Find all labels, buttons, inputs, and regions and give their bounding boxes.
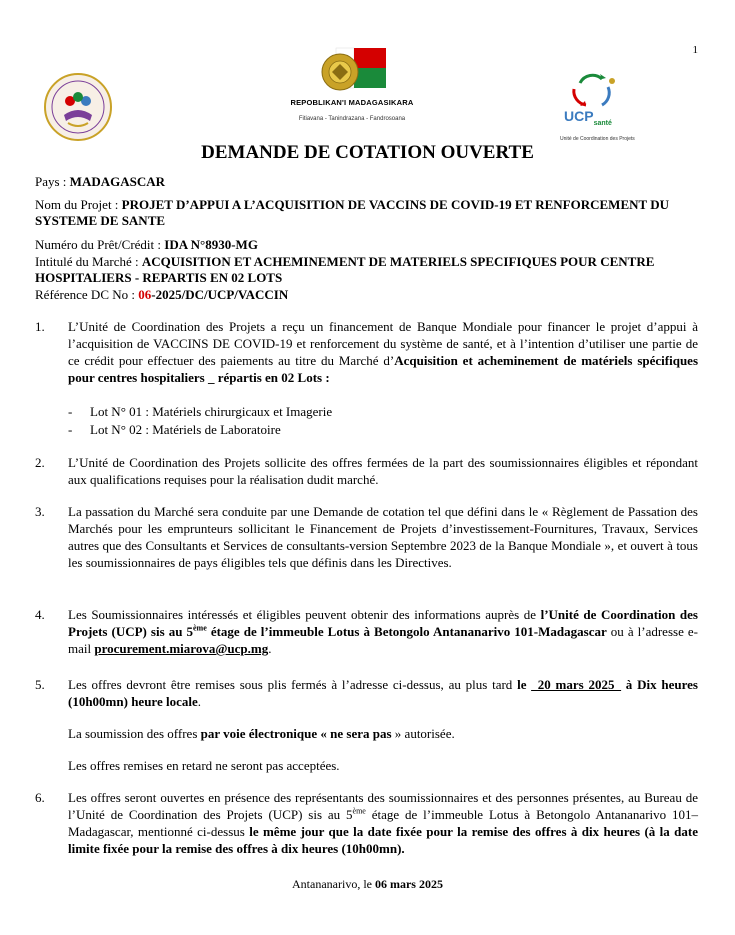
contact-email-link[interactable]: procurement.miarova@ucp.mg	[94, 641, 269, 656]
lot-item-2	[68, 421, 281, 438]
project-label: Nom du Projet :	[35, 197, 122, 212]
market-value: ACQUISITION ET ACHEMINEMENT DE MATERIELS SPECIFIQUES POUR CENTRE HOSPITALIERS - REPARTIS EN 02 LOTS	[35, 254, 655, 285]
item-1-bold: Acquisition et acheminement de matériels spécifiques pour centres hospitaliers _ répartis en 02 Lots :	[68, 353, 698, 385]
electronic-note-pre: La soumission des offres	[68, 726, 201, 741]
item-4-text	[68, 606, 698, 657]
lot-item-1	[68, 403, 332, 420]
lot-2-label: Lot N° 02 : Matériels de Laboratoire	[90, 422, 281, 437]
reference-number: 06	[138, 287, 152, 302]
lot-1-dash: -	[68, 404, 73, 419]
partner-seal-logo	[44, 71, 112, 143]
item-4-sup: ème	[193, 623, 207, 633]
project-line	[35, 197, 700, 229]
item-6-body-a: Les offres seront ouvertes en présence des représentants des soumissionnaires et des personnes présentes, au Bureau de l’Unité de Coordination des Projets (UCP) sis au 5	[68, 790, 698, 822]
republic-name: REPOBLIKAN'I MADAGASIKARA	[290, 98, 414, 107]
item-5-text	[68, 676, 698, 710]
lot-1-label: Lot N° 01 : Matériels chirurgicaux et Imagerie	[90, 404, 333, 419]
country-line	[35, 174, 700, 190]
reference-label: Référence DC No :	[35, 287, 139, 302]
item-5-end: .	[197, 694, 201, 709]
item-1-number: 1.	[35, 319, 45, 334]
republic-motto: Fitiavana - Tanindrazana - Fandrosoana	[298, 116, 406, 122]
item-1-body: L’Unité de Coordination des Projets a reçu un financement de Banque Mondiale pour financer le projet d’appui à l’acquisition de VACCINS DE COVID-19 et renforcement du système de santé, et à l’intention d’utiliser une partie de ce crédit pour effectuer des paiements au titre du Marché d’	[68, 319, 698, 368]
loan-value: IDA N°8930-MG	[164, 237, 258, 252]
item-2-text: L’Unité de Coordination des Projets sollicite des offres fermées de la part des soumissionnaires éligibles et répondant aux qualifications requises pour la réalisation dudit marché.	[68, 455, 698, 487]
item-6-text	[68, 789, 698, 857]
item-5-late-note: Les offres remises en retard ne seront pas acceptées.	[68, 758, 340, 773]
market-label: Intitulé du Marché :	[35, 254, 142, 269]
item-4-bold-b: étage de l’immeuble Lotus à Betongolo Antananarivo 101-Madagascar	[206, 624, 607, 639]
page-number: 1	[692, 44, 698, 56]
item-6-number: 6.	[35, 790, 45, 805]
reference-line	[35, 287, 700, 303]
ucp-caption: Unité de Coordination des Projets	[560, 135, 635, 142]
item-6-sup: ème	[352, 806, 366, 816]
country-label: Pays :	[35, 174, 70, 189]
market-line	[35, 254, 700, 286]
item-6-body-b: étage de l’immeuble Lotus à Betongolo Antananarivo 101– Madagascar, mentionné ci-dessus	[68, 807, 698, 839]
item-5-number: 5.	[35, 677, 45, 692]
item-4-body: Les Soumissionnaires intéressés et éligibles peuvent obtenir des informations auprès de	[68, 607, 541, 622]
deadline-date: _20 mars 2025_	[531, 677, 622, 692]
page-title: DEMANDE DE COTATION OUVERTE	[201, 142, 534, 163]
reference-rest: -2025/DC/UCP/VACCIN	[151, 287, 289, 302]
item-4-bold-a: l’Unité de Coordination des Projets (UCP) sis au 5	[68, 607, 698, 639]
item-2-number: 2.	[35, 455, 45, 470]
electronic-note-post: » autorisée.	[391, 726, 455, 741]
ucp-sante-logo	[558, 73, 638, 142]
item-5-bold-b: à Dix heures (10h00mn) heure locale	[68, 677, 698, 709]
item-5-bold-a: le	[517, 677, 532, 692]
item-3-number: 3.	[35, 504, 45, 519]
signature-place: Antananarivo, le	[292, 877, 375, 891]
item-5-body: Les offres devront être remises sous plis fermés à l’adresse ci-dessus, au plus tard	[68, 677, 518, 692]
signature-date: 06 mars 2025	[374, 877, 443, 891]
item-1-text	[68, 318, 698, 386]
electronic-note-bold: par voie électronique « ne sera pas	[200, 726, 392, 741]
loan-label: Numéro du Prêt/Crédit :	[35, 237, 165, 252]
ucp-suffix: santé	[593, 119, 612, 127]
item-5-electronic-note	[68, 725, 698, 742]
loan-line	[35, 237, 700, 253]
ucp-name: UCP	[564, 108, 594, 124]
project-value: PROJET D’APPUI A L’ACQUISITION DE VACCINS DE COVID-19 ET RENFORCEMENT DU SYSTEME DE SANTE	[35, 197, 669, 228]
item-6-bold: le même jour que la date fixée pour la remise des offres à dix heures (à la date limite fixée pour la remise des offres à dix heures (10h00mn).	[68, 824, 699, 856]
item-4-end: .	[268, 641, 272, 656]
item-3-text: La passation du Marché sera conduite par une Demande de cotation tel que défini dans le « Règlement de Passation des Marchés pour les emprunteurs sollicitant le Financement de Projets d’investissement-Fournitures, Travaux, Services autres que des Consultants et Services de consultants-version Septembre 2023 de la Banque Mondiale », et ouvert à tous les soumissionnaires de pays éligibles tels que définis dans les Directives.	[68, 504, 698, 570]
item-4-number: 4.	[35, 607, 45, 622]
republic-logo	[274, 42, 430, 122]
item-4-mid: ou à l’adresse e-mail	[68, 624, 698, 656]
signature-line	[0, 876, 735, 893]
lot-2-dash: -	[68, 422, 73, 437]
country-value: MADAGASCAR	[69, 174, 166, 189]
